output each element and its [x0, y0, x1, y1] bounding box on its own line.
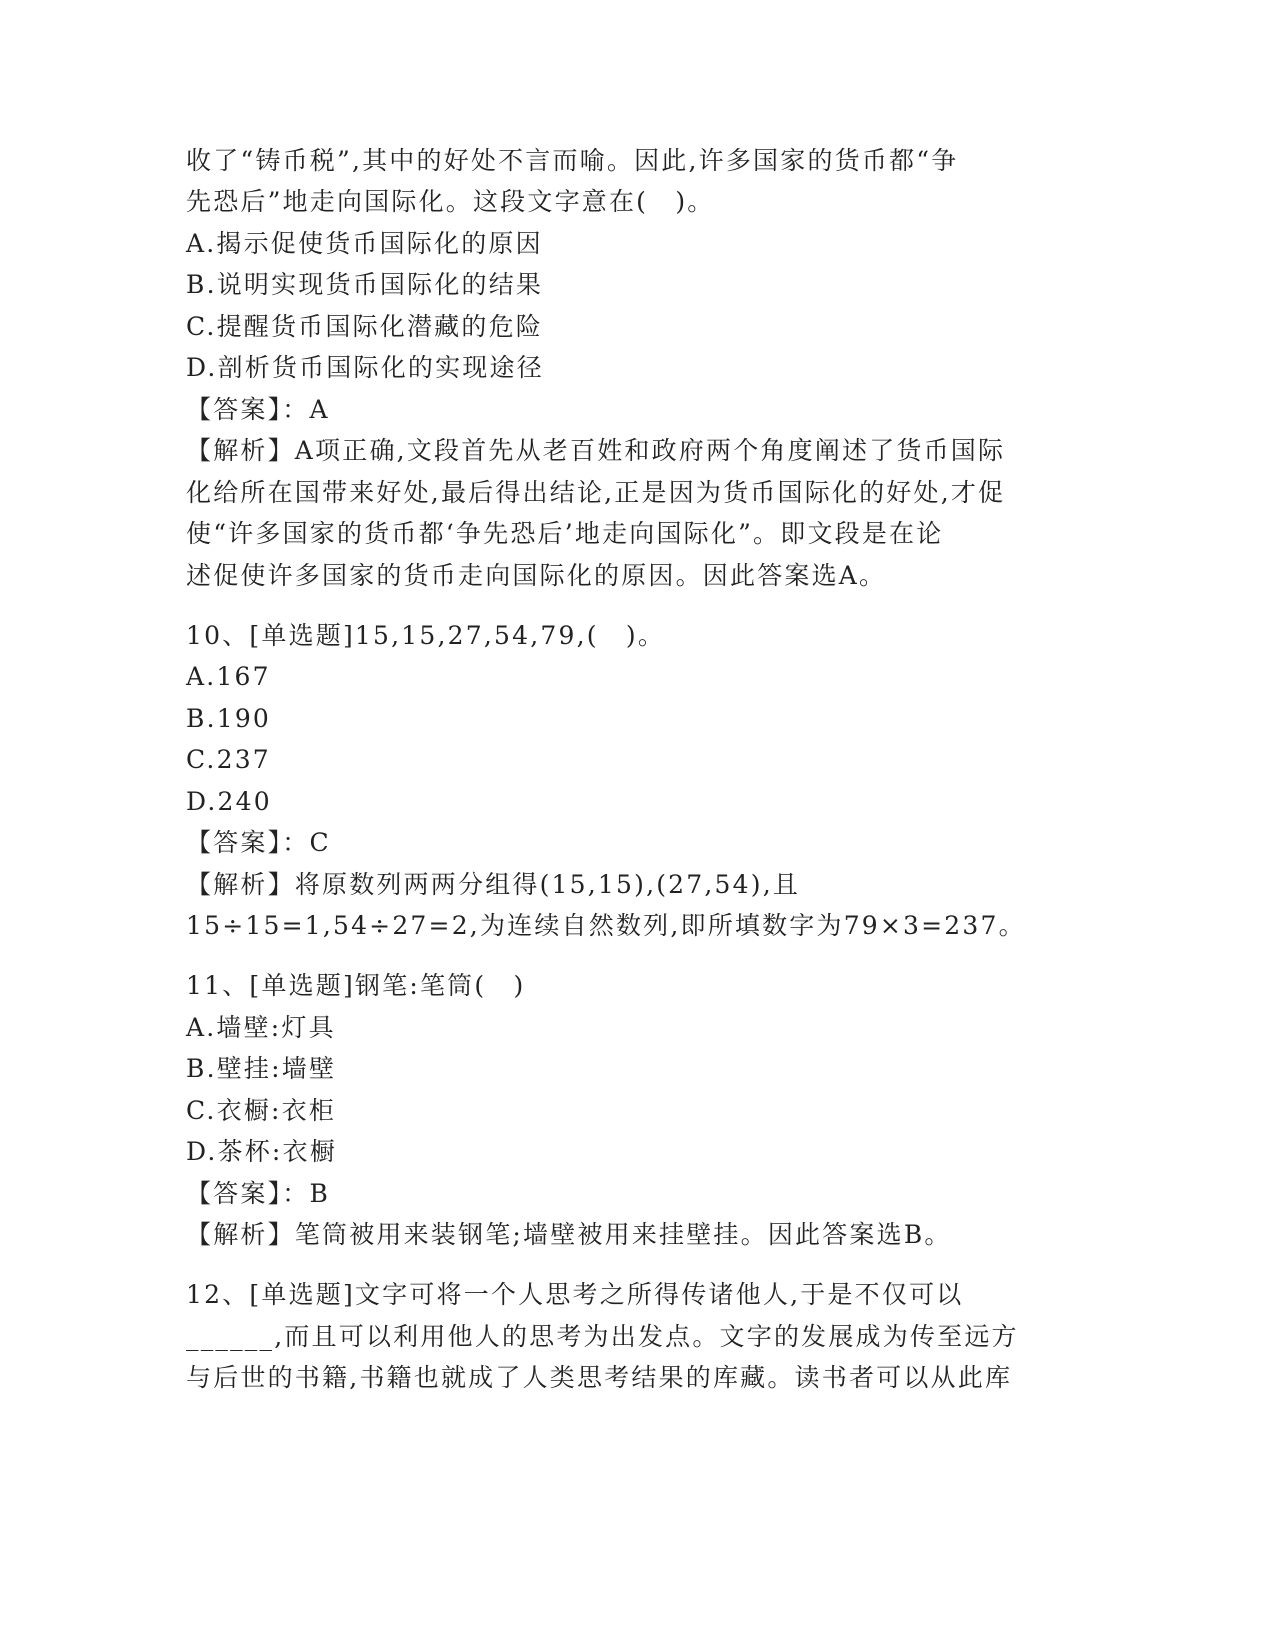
q9-stem-line-1: 收了“铸币税”,其中的好处不言而喻。因此,许多国家的货币都“争 [186, 146, 959, 175]
q12-stem-line-3: 与后世的书籍,书籍也就成了人类思考结果的库藏。读书者可以从此库 [186, 1363, 1013, 1392]
q10-answer: 【答案】：C [186, 828, 331, 857]
q9-option-a: A.揭示促使货币国际化的原因 [186, 229, 543, 258]
q10-option-d: D.240 [186, 787, 272, 816]
q11-stem: 11、[单选题]钢笔:笔筒( ) [186, 971, 526, 1000]
q12-stem-line-2: ______,而且可以利用他人的思考为出发点。文字的发展成为传至远方 [186, 1322, 1019, 1351]
q9-analysis-line-1: 【解析】A项正确,文段首先从老百姓和政府两个角度阐述了货币国际 [186, 436, 1006, 465]
q9-stem-line-2: 先恐后”地走向国际化。这段文字意在( )。 [186, 187, 715, 216]
q10-option-b: B.190 [186, 704, 272, 733]
q9-answer: 【答案】：A [186, 395, 330, 424]
q9-analysis-line-2: 化给所在国带来好处,最后得出结论,正是因为货币国际化的好处,才促 [186, 478, 1006, 507]
q10-analysis-line-1: 【解析】将原数列两两分组得(15,15),(27,54),且 [186, 870, 801, 899]
q9-option-b: B.说明实现货币国际化的结果 [186, 270, 544, 299]
q10-analysis-line-2: 15÷15=1,54÷27=2,为连续自然数列,即所填数字为79×3=237。 [186, 911, 1026, 940]
q11-option-a: A.墙壁:灯具 [186, 1013, 336, 1042]
q11-option-c: C.衣橱:衣柜 [186, 1096, 337, 1125]
q9-analysis-line-3: 使“许多国家的货币都‘争先恐后’地走向国际化”。即文段是在论 [186, 519, 944, 548]
q11-answer: 【答案】：B [186, 1179, 331, 1208]
q9-analysis-line-4: 述促使许多国家的货币走向国际化的原因。因此答案选A。 [186, 561, 887, 590]
q11-option-d: D.茶杯:衣橱 [186, 1137, 337, 1166]
q9-option-c: C.提醒货币国际化潜藏的危险 [186, 312, 543, 341]
q9-option-d: D.剖析货币国际化的实现途径 [186, 353, 544, 382]
q10-stem: 10、[单选题]15,15,27,54,79,( )。 [186, 621, 666, 650]
q11-analysis: 【解析】笔筒被用来装钢笔;墙壁被用来挂壁挂。因此答案选B。 [186, 1220, 952, 1249]
q10-option-a: A.167 [186, 662, 271, 691]
q11-option-b: B.壁挂:墙壁 [186, 1054, 337, 1083]
q10-option-c: C.237 [186, 745, 271, 774]
q12-stem-line-1: 12、[单选题]文字可将一个人思考之所得传诸他人,于是不仅可以 [186, 1280, 964, 1309]
